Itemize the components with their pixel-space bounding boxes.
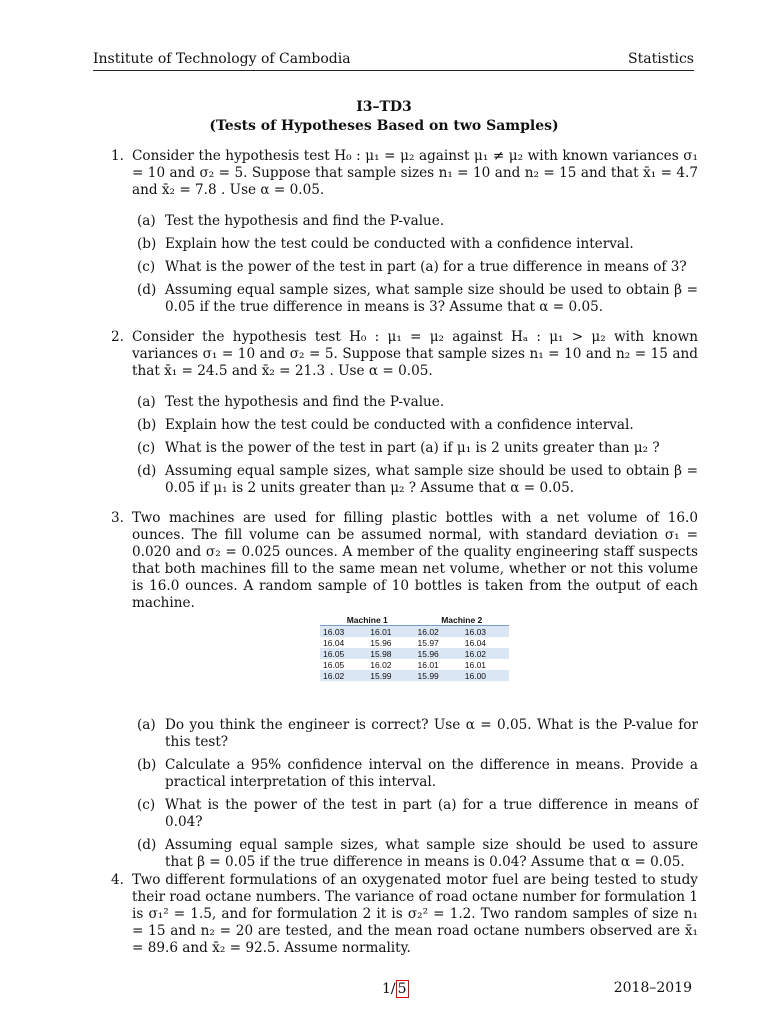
problem-2-parts <box>137 394 698 503</box>
part-label: (b) <box>137 417 157 433</box>
part-a <box>137 394 698 411</box>
table-row <box>320 648 509 659</box>
part-label: (c) <box>137 440 156 456</box>
table-cell: 16.01 <box>367 626 414 638</box>
problem-number: 1. <box>111 148 124 164</box>
table-cell: 15.97 <box>415 637 462 648</box>
table-cell: 16.00 <box>462 670 509 681</box>
problem-text: Consider the hypothesis test H₀ : μ₁ = μ₂ against μ₁ ≠ μ₂ with known variances σ₁ = 10 and σ₂ = 5. Suppose that sample sizes n₁ = 10 and n₂ = 15 and that x̄₁ = 4.7 and x̄₂ = 7.8 . Use α = 0.05. <box>132 148 698 198</box>
table-header-machine-2: Machine 2 <box>415 615 510 626</box>
table-cell: 15.98 <box>367 648 414 659</box>
table-cell: 16.02 <box>320 670 367 681</box>
problem-1 <box>111 148 698 199</box>
part-label: (c) <box>137 797 156 813</box>
part-text: Test the hypothesis and find the P-value. <box>165 213 445 229</box>
part-label: (b) <box>137 757 157 773</box>
problem-number: 2. <box>111 329 124 345</box>
problem-text: Consider the hypothesis test H₀ : μ₁ = μ₂ against Hₐ : μ₁ > μ₂ with known variances σ₁ = 10 and σ₂ = 5. Suppose that sample sizes n₁ = 10 and n₂ = 15 and that x̄₁ = 24.5 and x̄₂ = 21.3 . Use α = 0.05. <box>132 329 698 379</box>
title-code: I3–TD3 <box>356 99 412 115</box>
part-b <box>137 236 698 253</box>
part-text: What is the power of the test in part (a) for a true difference in means of 0.04? <box>165 797 698 830</box>
part-d <box>137 463 698 497</box>
part-text: Do you think the engineer is correct? Use α = 0.05. What is the P-value for this test? <box>165 717 698 750</box>
part-text: Assuming equal sample sizes, what sample size should be used to obtain β = 0.05 if the true difference in means is 3? Assume that α = 0.05. <box>165 282 698 315</box>
table-cell: 16.02 <box>415 626 462 638</box>
problem-2 <box>111 329 698 380</box>
running-header <box>93 50 694 71</box>
table-cell: 16.02 <box>462 648 509 659</box>
part-c <box>137 259 698 276</box>
part-label: (a) <box>137 213 156 229</box>
part-label: (d) <box>137 463 157 479</box>
problem-1-parts <box>137 213 698 322</box>
part-c <box>137 797 698 831</box>
academic-year: 2018–2019 <box>613 980 692 996</box>
problem-text: Two different formulations of an oxygenated motor fuel are being tested to study their road octane numbers. The variance of road octane number for formulation 1 is σ₁² = 1.5, and for formulation 2 it is σ₂² = 1.2. Two random samples of size n₁ = 15 and n₂ = 20 are tested, and the mean road octane numbers observed are x̄₁ = 89.6 and x̄₂ = 92.5. Assume normality. <box>132 872 699 956</box>
problem-text: Two machines are used for filling plastic bottles with a net volume of 16.0 ounces. The fill volume can be assumed normal, with standard deviation σ₁ = 0.020 and σ₂ = 0.025 ounces. A member of the quality engineering staff suspects that both machines fill to the same mean net volume, whether or not this volume is 16.0 ounces. A random sample of 10 bottles is taken from the output of each machine. <box>132 510 698 611</box>
table-cell: 16.03 <box>462 626 509 638</box>
part-text: Assuming equal sample sizes, what sample size should be used to obtain β = 0.05 if μ₁ is 2 units greater than μ₂ ? Assume that α = 0.05. <box>165 463 698 496</box>
part-text: What is the power of the test in part (a) for a true difference in means of 3? <box>165 259 687 275</box>
table-cell: 15.96 <box>367 637 414 648</box>
table-row <box>320 637 509 648</box>
page-number <box>382 980 409 998</box>
part-text: Assuming equal sample sizes, what sample size should be used to assure that β = 0.05 if the true difference in means is 0.04? Assume that α = 0.05. <box>165 837 698 870</box>
table-cell: 16.04 <box>462 637 509 648</box>
page-total-link[interactable]: 5 <box>397 981 407 997</box>
page-current: 1 <box>382 981 391 997</box>
table-cell: 16.05 <box>320 648 367 659</box>
table-row <box>320 670 509 681</box>
course-name: Statistics <box>628 51 694 67</box>
page-separator: / <box>390 981 396 997</box>
part-b <box>137 757 698 791</box>
part-text: Explain how the test could be conducted with a confidence interval. <box>165 417 634 433</box>
problem-number: 3. <box>111 510 124 526</box>
part-label: (d) <box>137 837 157 853</box>
table-cell: 15.99 <box>415 670 462 681</box>
table-cell: 16.05 <box>320 659 367 670</box>
part-text: Calculate a 95% confidence interval on the difference in means. Provide a practical interpretation of this interval. <box>165 757 698 790</box>
problem-3-parts <box>137 717 698 877</box>
table-cell: 16.02 <box>367 659 414 670</box>
institute-name: Institute of Technology of Cambodia <box>93 51 351 67</box>
table-cell: 15.96 <box>415 648 462 659</box>
part-label: (c) <box>137 259 156 275</box>
table-cell: 16.01 <box>462 659 509 670</box>
part-d <box>137 837 698 871</box>
table-cell: 16.04 <box>320 637 367 648</box>
part-a <box>137 717 698 751</box>
part-label: (d) <box>137 282 157 298</box>
part-b <box>137 417 698 434</box>
problem-4 <box>111 872 698 957</box>
part-text: Explain how the test could be conducted with a confidence interval. <box>165 236 634 252</box>
table-cell: 15.99 <box>367 670 414 681</box>
problem-3 <box>111 510 698 612</box>
part-c <box>137 440 698 457</box>
table-header-machine-1: Machine 1 <box>320 615 415 626</box>
part-text: What is the power of the test in part (a) if μ₁ is 2 units greater than μ₂ ? <box>165 440 660 456</box>
machine-data-table <box>320 615 509 681</box>
part-text: Test the hypothesis and find the P-value. <box>165 394 445 410</box>
table-cell: 16.01 <box>415 659 462 670</box>
part-label: (a) <box>137 717 156 733</box>
table-cell: 16.03 <box>320 626 367 638</box>
document-title <box>0 98 768 136</box>
part-label: (b) <box>137 236 157 252</box>
table-row <box>320 626 509 638</box>
problem-number: 4. <box>111 872 124 888</box>
title-subject: (Tests of Hypotheses Based on two Samples) <box>209 118 559 134</box>
table-row <box>320 659 509 670</box>
part-d <box>137 282 698 316</box>
part-a <box>137 213 698 230</box>
part-label: (a) <box>137 394 156 410</box>
